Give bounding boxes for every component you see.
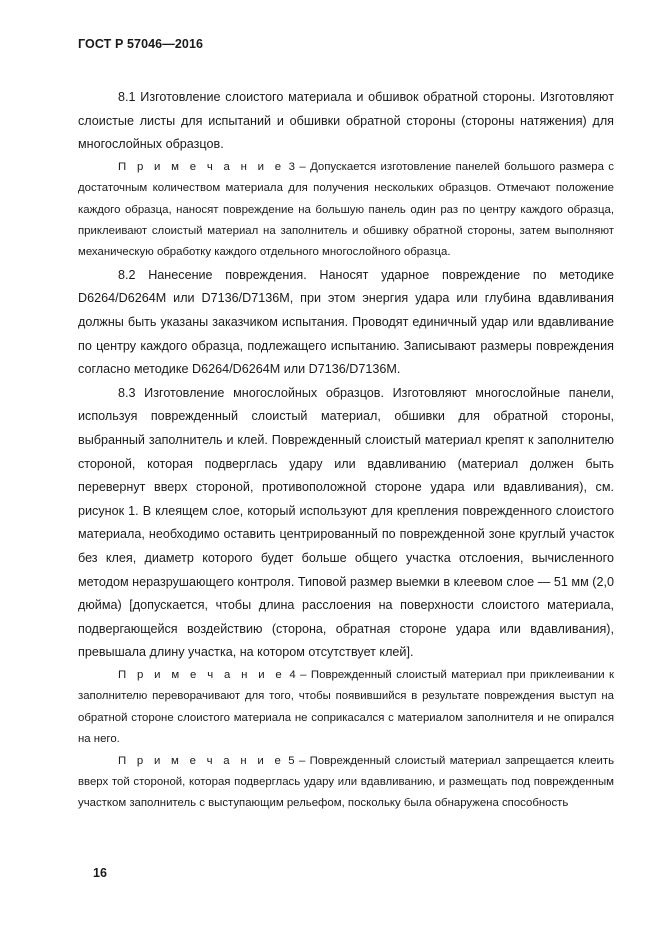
- paragraph-8-1: 8.1 Изготовление слоистого материала и обшивок обратной стороны. Изготовляют слоистые листы для испытаний и обшивки обратной стороны (стороны натяжения) для многослойных образцов.: [78, 90, 614, 152]
- document-header: ГОСТ Р 57046—2016: [78, 37, 204, 51]
- paragraph-8-2: 8.2 Нанесение повреждения. Наносят ударное повреждение по методике D6264/D6264M или D7136/D7136M, при этом энергия удара или глубина вдавливания должны быть указаны заказчиком испытания. Проводят единичный удар или вдавливание по центру каждого образца, подлежащего испытанию. Записывают размеры повреждения согласно методике D6264/D6264M или D7136/D7136M.: [78, 267, 614, 377]
- note-4: [78, 665, 614, 751]
- note-label: П р и м е ч а н и е: [118, 668, 285, 681]
- note-label: П р и м е ч а н и е: [118, 160, 285, 173]
- document-body: [78, 86, 614, 815]
- paragraph-8-3: 8.3 Изготовление многослойных образцов. Изготовляют многослойные панели, используя поврежденный слоистый материал, обшивки для обратной стороны, выбранный заполнитель и клей. Поврежденный слоистый материал крепят к заполнителю стороной, которая подверглась удару или вдавливанию (материал должен быть перевернут вверх стороной, противоположной стороне удара или вдавливания), см. рисунок 1. В клеящем слое, который используют для крепления поврежденного слоистого материала, необходимо оставить центрированный по поврежденной зоне круглый участок без клея, диаметр которого будет больше общего участка отслоения, вычисленного методом неразрушающего контроля. Типовой размер выемки в клеевом слое — 51 мм (2,0 дюйма) [допускается, чтобы длина расслоения на поверхности слоистого материала, подвергающейся воздействию (сторона, обратная стороне удара или вдавливания), превышала длину участка, на котором отсутствует клей].: [78, 385, 614, 660]
- note-label: П р и м е ч а н и е: [118, 754, 284, 767]
- note-text: 4 – Поврежденный слоистый материал при приклеивании к заполнителю переворачивают для того, чтобы появившийся в результате повреждения выступ на обратной стороне слоистого материала не соприкасался с материалом заполнителя и не опирался на него.: [78, 668, 614, 746]
- note-text: 3 – Допускается изготовление панелей большого размера с достаточным количеством материала для получения нескольких образцов. Отмечают положение каждого образца, наносят повреждение на большую панель один раз по центру каждого образца, приклеивают слоистый материал на заполнитель и обшивку обратной стороны, затем выполняют механическую обработку каждого отдельного многослойного образца.: [78, 160, 614, 259]
- note-3: [78, 157, 614, 264]
- note-text: 5 – Поврежденный слоистый материал запрещается клеить вверх той стороной, которая подверглась удару или вдавливанию, и размещать под поврежденным участком заполнитель с выступающим рельефом, поскольку была обнаружена способность: [78, 754, 614, 810]
- page-number: 16: [93, 866, 107, 880]
- note-5: [78, 751, 614, 815]
